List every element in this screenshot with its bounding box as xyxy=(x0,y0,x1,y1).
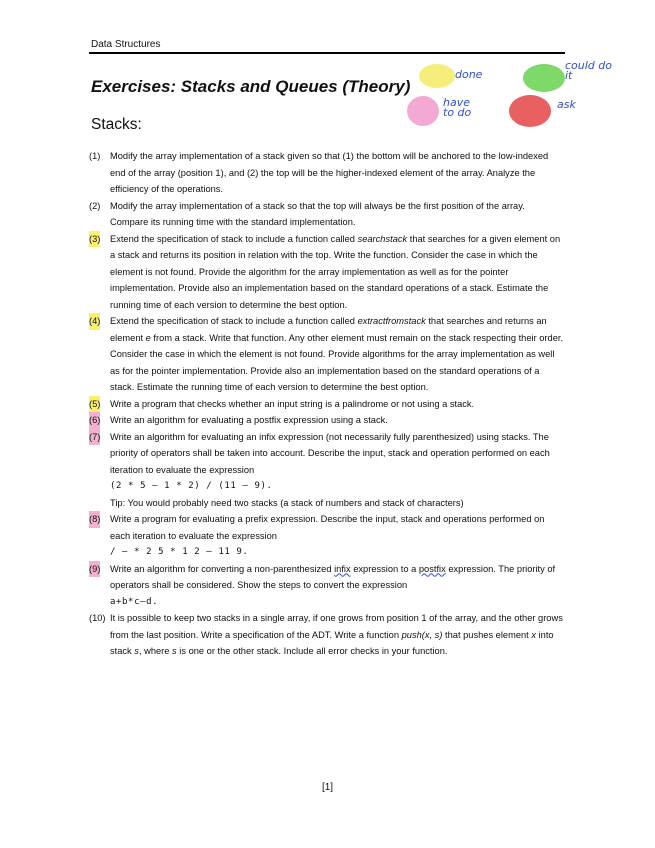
exercise-text: that pushes element xyxy=(442,629,532,640)
exercise-text: Modify the array implementation of a stack so that the top will always be the first position of the array. Compare its running time with the standard implementation. xyxy=(110,200,525,227)
exercise-item xyxy=(89,429,565,512)
exercise-number-done: (4) xyxy=(89,313,100,330)
expression: a+b*c–d. xyxy=(110,596,159,607)
exercise-text: into stack xyxy=(110,629,554,656)
exercise-text: is one or the other stack. Include all error checks in your function. xyxy=(176,646,448,656)
exercise-number-todo: (9) xyxy=(89,561,100,578)
exercise-item xyxy=(89,313,565,396)
exercise-number: (1) xyxy=(89,151,101,161)
exercise-item xyxy=(89,511,565,561)
exercise-item xyxy=(89,198,565,231)
exercise-number: (2) xyxy=(89,200,101,211)
exercise-item xyxy=(89,231,565,314)
exercise-text: expression. The priority of operators shall be considered. Show the steps to convert the expression xyxy=(110,563,556,590)
exercise-text: Extend the specification of stack to include a function called xyxy=(110,233,358,244)
exercise-item xyxy=(89,412,565,429)
exercise-item xyxy=(89,561,565,611)
exercise-number-done: (3) xyxy=(89,231,100,248)
exercise-text: Write a program that checks whether an input string is a palindrome or not using a stack. xyxy=(110,398,475,409)
exercise-text: expression to a xyxy=(350,563,419,574)
legend-ask-label: ask xyxy=(557,98,576,111)
exercise-text: Write an algorithm for evaluating an infix expression (not necessarily fully parenthesized) using stacks. The priority of operators shall be taken into account. Describe the input, stack and operation performed on each iteration to evaluate the expression xyxy=(110,431,550,475)
color-legend xyxy=(405,58,625,133)
green-marker-blob xyxy=(523,64,565,92)
exercise-number-done: (5) xyxy=(89,396,100,413)
exercise-item xyxy=(89,610,565,660)
pink-marker-blob xyxy=(407,96,439,126)
section-heading: Stacks: xyxy=(91,116,142,133)
red-marker-blob xyxy=(509,95,551,127)
exercise-text: Modify the array implementation of a stack given so that (1) the bottom will be anchored to the low-indexed end of the array (position 1), and (2) the top will be the higher-indexed element of the array. Analyze the efficiency of the operations. xyxy=(110,151,549,194)
expression: / – * 2 5 * 1 2 – 11 9. xyxy=(110,547,249,557)
exercise-text: from a stack. Write that function. Any other element must remain on the stack respecting their order. Consider the case in which the element is not found. Provide algorithms for the array implementation as well as for the pointer implementation. Provide also an implementation based on the standard operations of a stack. Estimate the running time of each version to determine the best option. xyxy=(110,332,564,392)
page-title: Exercises: Stacks and Queues (Theory) xyxy=(91,77,411,96)
exercise-item xyxy=(89,396,565,413)
exercise-number-todo: (6) xyxy=(89,412,100,429)
exercise-list xyxy=(89,148,565,660)
function-name: searchstack xyxy=(357,233,408,244)
underlined-term: infix xyxy=(334,563,351,574)
exercise-number-todo: (8) xyxy=(89,511,100,528)
variable-name: e xyxy=(145,332,151,343)
exercise-tip: Tip: You would probably need two stacks (a stack of numbers and stack of characters) xyxy=(110,497,464,508)
exercise-number-todo: (7) xyxy=(89,429,100,446)
variable-name: x xyxy=(531,629,536,640)
function-name: push(x, s) xyxy=(401,629,443,640)
expression: (2 * 5 – 1 * 2) / (11 – 9). xyxy=(110,481,273,491)
legend-could-do-it-label: could do it xyxy=(565,59,612,82)
exercise-text: that searches and returns an element xyxy=(110,316,547,343)
exercise-text: , where xyxy=(138,646,173,656)
legend-have-to-do-label: have to do xyxy=(443,96,472,119)
exercise-text: Write a program for evaluating a prefix expression. Describe the input, stack and operations performed on each iteration to evaluate the expression xyxy=(110,514,545,541)
variable-name: s xyxy=(134,646,139,656)
underlined-term: postfix xyxy=(418,563,446,574)
exercise-text: It is possible to keep two stacks in a single array, if one grows from position 1 of the array, and the other grows from the last position. Write a specification of the ADT. Write a function xyxy=(110,613,563,640)
function-name: extractfromstack xyxy=(357,316,426,326)
course-header: Data Structures xyxy=(91,39,161,50)
header-rule xyxy=(89,52,565,54)
exercise-text: Write an algorithm for converting a non-parenthesized xyxy=(110,563,335,574)
exercise-text: Extend the specification of stack to include a function called xyxy=(110,316,358,326)
legend-done-label: done xyxy=(455,68,483,81)
exercise-item xyxy=(89,148,565,198)
exercise-text: that searches for a given element on a stack and returns its position in relation with the top. Write the function. Consider the case in which the element is not found. Provide the algorithm for the array implementation as well as for the pointer implementation. Provide also an implementation based on the standard operations of a stack. Estimate the running time of each version to determine the best option. xyxy=(110,233,561,310)
page-number: [1] xyxy=(321,782,334,793)
yellow-marker-blob xyxy=(419,64,455,88)
exercise-number: (10) xyxy=(89,613,106,623)
exercise-text: Write an algorithm for evaluating a postfix expression using a stack. xyxy=(110,415,388,425)
variable-name: s xyxy=(172,646,177,656)
